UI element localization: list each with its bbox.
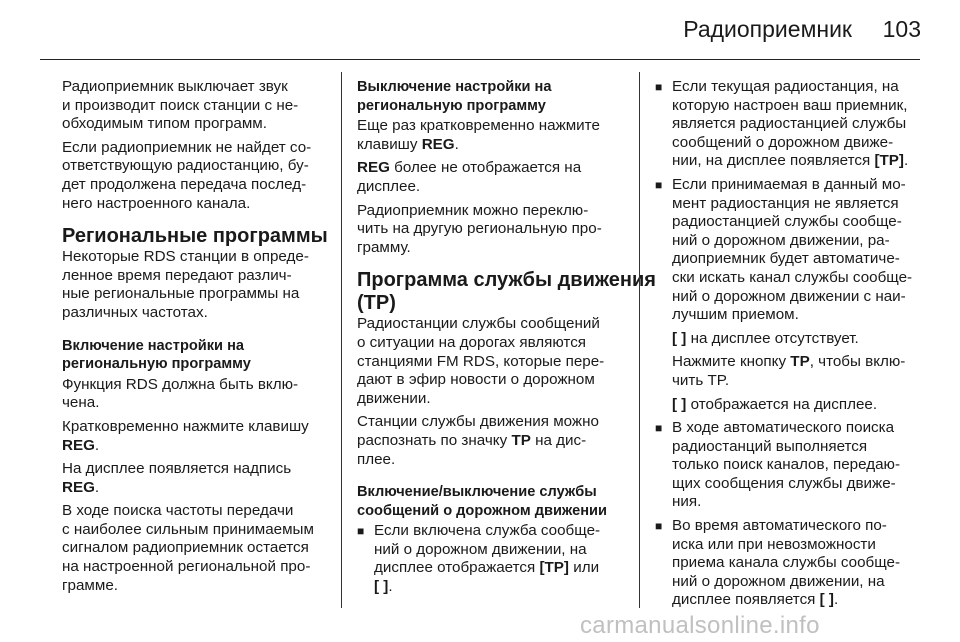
column-divider: [639, 72, 640, 608]
text-line: чить на другую региональную про-: [357, 220, 602, 238]
text-line: радиостанцией службы сообще-: [672, 213, 902, 231]
empty-indicator: [ ]: [672, 395, 687, 413]
text-line: Станции службы движения можно: [357, 413, 599, 431]
text-line: о ситуации на дорогах являются: [357, 333, 587, 351]
text-line: ний о дорожном движении, на: [374, 540, 587, 558]
text-line: плее.: [357, 450, 396, 468]
bullet-icon: ■: [655, 80, 663, 94]
text-line: Если включена служба сообще-: [374, 522, 601, 540]
text-line: и производит поиск станции с не-: [62, 96, 299, 114]
text-line: чить TP.: [672, 371, 730, 389]
text-line: региональную программу: [357, 97, 546, 114]
text-line: ные региональные программы на: [62, 285, 300, 303]
text-line: мент радиостанция не является: [672, 194, 899, 212]
text-line: грамме.: [62, 576, 118, 594]
text-line: лучшим приемом.: [672, 306, 799, 324]
text-line: ний о дорожном движении, ра-: [672, 231, 890, 249]
text-line: ленное время передают различ-: [62, 266, 292, 284]
column-2: [357, 78, 656, 602]
paragraph-mute-search: [62, 78, 327, 134]
text-line: Радиоприемник можно переклю-: [357, 201, 589, 219]
text-line: станциями FM RDS, которые пере-: [357, 352, 605, 370]
bullet-icon: ■: [655, 177, 663, 192]
text-line: Во время автоматического по-: [672, 517, 887, 535]
empty-indicator: [ ]: [819, 591, 834, 609]
text-line: Некоторые RDS станции в опреде-: [62, 248, 309, 266]
text-fragment: дисплее отображается: [374, 559, 536, 577]
text-fragment: на дисплее отсутствует.: [690, 329, 859, 347]
tp-key: TP: [790, 353, 810, 371]
text-line: Радиоприемник выключает звук: [62, 78, 288, 95]
text-line: которую настроен ваш приемник,: [672, 96, 908, 114]
reg-key: REG: [62, 436, 95, 454]
text-fragment: или: [573, 559, 600, 577]
text-line: диоприемник будет автоматиче-: [672, 250, 900, 268]
paragraph-not-found: [62, 139, 327, 213]
text-line: Выключение настройки на: [357, 79, 552, 95]
empty-indicator: [ ]: [374, 578, 389, 596]
paragraph-reg-shown: На дисплее появляется надпись REG.: [62, 460, 327, 497]
text-fragment: нии, на дисплее появляется: [672, 152, 871, 170]
text-line: сообщений о дорожном движении: [357, 502, 607, 519]
text-line: Радиостанции службы сообщений: [357, 315, 600, 333]
text-line: Функция RDS должна быть вклю-: [62, 375, 299, 393]
text-line: является радиостанцией службы: [672, 115, 907, 133]
text-line: Включение настройки на: [62, 337, 245, 354]
paragraph-tp-icon: [357, 413, 625, 469]
paragraph-press-reg: Кратковременно нажмите клавишу REG.: [62, 418, 327, 455]
list-item: [655, 419, 925, 512]
text-line: иска или при невозможности: [672, 535, 876, 553]
text-line: В ходе автоматического поиска: [672, 419, 895, 437]
text-line: (TP): [357, 292, 396, 315]
paragraph-press-reg-again: Еще раз кратковременно нажмите клавишу REG.: [357, 117, 625, 154]
sub-paragraph: [655, 330, 925, 349]
list-item: [655, 176, 925, 325]
text-line: только поиск каналов, передаю-: [672, 456, 900, 474]
text-line: ответствующую радиостанцию, бу-: [62, 157, 309, 175]
text-line: Если принимаемая в данный мо-: [672, 175, 906, 193]
text-fragment: более не отображается на: [394, 159, 582, 177]
text-line: ний о дорожном движении с наи-: [672, 287, 906, 305]
text-line: региональную программу: [62, 356, 251, 373]
paragraph-switch-regional: [357, 202, 625, 258]
text-line: Если радиоприемник не найдет со-: [62, 138, 312, 156]
text-line: дет продолжена передача послед-: [62, 175, 307, 193]
text-fragment: дисплее появляется: [672, 591, 816, 609]
list-item: ■ Если текущая радиостанция, на которую настроен ваш приемник, является радиостанцией службы сообщений о дорожном движе- нии, на дисплее появляется [TP].: [655, 78, 925, 171]
page-title: Радиоприемник: [683, 16, 852, 42]
text-line: ски искать канал службы сообще-: [672, 268, 913, 286]
column-3: [655, 78, 925, 615]
text-line: различных частотах.: [62, 303, 208, 321]
header-divider: [40, 59, 920, 60]
paragraph-rds-on: [62, 376, 327, 413]
sub-paragraph: [655, 396, 925, 415]
bullet-icon: ■: [655, 421, 663, 436]
text-line: дают в эфир новости о дорожном: [357, 371, 595, 389]
text-line: Кратковременно нажмите клавишу: [62, 417, 309, 435]
text-line: обходимым типом программ.: [62, 115, 267, 133]
text-line: с наиболее сильным принимаемым: [62, 520, 314, 538]
paragraph-reg-hidden: [357, 159, 625, 196]
text-line: грамму.: [357, 238, 411, 256]
paragraph-tp-stations: [357, 315, 625, 408]
text-line: ния.: [672, 493, 702, 511]
text-fragment: клавишу: [357, 135, 418, 153]
reg-key: REG: [421, 135, 455, 153]
tp-indicator: [TP]: [874, 152, 904, 170]
text-line: радиостанций выполняется: [672, 437, 868, 455]
text-line: на настроенной региональной про-: [62, 558, 311, 576]
heading-disable-regional: [357, 78, 625, 115]
text-line: Программа службы движения: [357, 269, 656, 292]
text-fragment: на дис-: [535, 431, 587, 449]
sub-paragraph: [655, 353, 925, 390]
text-line: На дисплее появляется надпись: [62, 460, 292, 478]
list-item: ■ Во время автоматического по- иска или при невозможности приема канала службы сообще- ний о дорожном движении, на дисплее появляется [ ].: [655, 517, 925, 610]
text-line: Еще раз кратковременно нажмите: [357, 117, 600, 135]
text-line: щих сообщения службы движе-: [672, 474, 896, 492]
text-line: Если текущая радиостанция, на: [672, 78, 899, 95]
text-fragment: Нажмите кнопку: [672, 353, 787, 371]
text-fragment: , чтобы вклю-: [809, 353, 906, 371]
heading-regional-programs: Региональные программы: [62, 225, 328, 248]
text-line: чена.: [62, 394, 100, 412]
heading-enable-regional: [62, 337, 327, 374]
column-1: [62, 78, 327, 600]
tp-key: TP: [511, 431, 531, 449]
list-item: ■ Если включена служба сообще- ний о дорожном движении, на дисплее отображается [TP] или [ ].: [357, 522, 625, 596]
paragraph-regional: [62, 248, 327, 322]
watermark: carmanualsonline.info: [580, 612, 820, 639]
bullet-icon: ■: [655, 519, 663, 534]
text-line: дисплее.: [357, 177, 421, 195]
heading-toggle-traffic: [357, 483, 625, 520]
text-line: него настроенного канала.: [62, 194, 251, 212]
text-line: движении.: [357, 389, 431, 407]
paragraph-search-strongest: [62, 502, 327, 595]
text-line: приема канала службы сообще-: [672, 554, 901, 572]
text-line: Включение/выключение службы: [357, 484, 597, 501]
page-header: [0, 0, 960, 60]
text-line: ний о дорожном движении, на: [672, 572, 885, 590]
column-divider: [341, 72, 342, 608]
empty-indicator: [ ]: [672, 329, 687, 347]
tp-indicator: [TP]: [539, 559, 569, 577]
reg-key: REG: [357, 159, 390, 177]
text-fragment: отображается на дисплее.: [690, 395, 878, 413]
text-line: В ходе поиска частоты передачи: [62, 502, 294, 520]
text-line: сигналом радиоприемник остается: [62, 539, 309, 557]
reg-key: REG: [62, 478, 95, 496]
page-number: 103: [882, 16, 921, 42]
bullet-icon: ■: [357, 524, 365, 539]
heading-traffic-program: [357, 269, 656, 315]
text-line: сообщений о дорожном движе-: [672, 133, 894, 151]
text-fragment: распознать по значку: [357, 431, 508, 449]
